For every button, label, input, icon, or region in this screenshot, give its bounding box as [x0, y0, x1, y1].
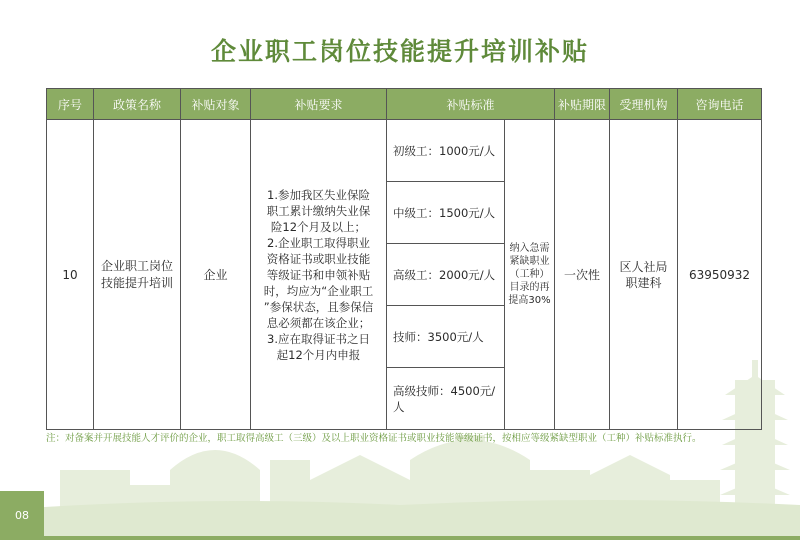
standard-technician: 技师：3500元/人 [387, 306, 505, 368]
requirement-line: 职工累计缴纳失业保 [266, 203, 371, 218]
standard-junior: 初级工：1000元/人 [387, 120, 505, 182]
standard-senior-technician: 高级技师：4500元/人 [387, 368, 505, 430]
upgrade-line: 提高30% [508, 295, 551, 306]
header-policy-name: 政策名称 [94, 89, 181, 120]
upgrade-line: （工种） [509, 269, 550, 280]
subsidy-table [46, 88, 762, 430]
requirement-line: 2.企业职工取得职业 [267, 235, 370, 250]
footnote: 注：对备案并开展技能人才评价的企业，职工取得高级工（三级）及以上职业资格证书或职业技能等级证书，按相应等级紧缺型职业（工种）补贴标准执行。 [46, 433, 702, 444]
header-no: 序号 [47, 89, 94, 120]
requirement-line: 息必须都在该企业； [266, 315, 371, 330]
page-number: 08 [0, 491, 44, 540]
header-period: 补贴期限 [555, 89, 610, 120]
upgrade-line: 目录的再 [509, 282, 550, 293]
requirement-line: 资格证书或职业技能 [266, 251, 371, 266]
page-title: 企业职工岗位技能提升培训补贴 [210, 37, 589, 66]
header-standard: 补贴标准 [387, 89, 555, 120]
requirement-line: 时，均应为“企业职工 [263, 283, 374, 298]
header-requirements: 补贴要求 [251, 89, 387, 120]
upgrade-line: 纳入急需 [509, 243, 550, 254]
cell-target: 企业 [181, 120, 251, 430]
requirement-line: 等级证书和申领补贴 [266, 267, 371, 282]
header-target: 补贴对象 [181, 89, 251, 120]
requirement-line: 1.参加我区失业保险 [267, 187, 370, 202]
agency-line: 区人社局 [619, 259, 668, 274]
cell-agency [610, 120, 678, 430]
table-header-row [47, 89, 762, 120]
cell-upgrade-note [505, 120, 555, 430]
cell-phone: 63950932 [678, 120, 762, 430]
header-phone: 咨询电话 [678, 89, 762, 120]
header-agency: 受理机构 [610, 89, 678, 120]
bottom-band [0, 536, 800, 540]
requirement-line: 3.应在取得证书之日 [267, 331, 370, 346]
cell-requirements [251, 120, 387, 430]
agency-line: 职建科 [625, 275, 662, 290]
requirement-line: 起12个月内申报 [276, 347, 361, 362]
standard-senior: 高级工：2000元/人 [387, 244, 505, 306]
requirement-line: ”参保状态，且参保信 [263, 299, 374, 314]
upgrade-line: 紧缺职业 [509, 256, 550, 267]
cell-period: 一次性 [555, 120, 610, 430]
cell-policy-name: 企业职工岗位技能提升培训 [94, 120, 181, 430]
requirement-line: 险12个月及以上； [270, 219, 367, 234]
standard-intermediate: 中级工：1500元/人 [387, 182, 505, 244]
table-row [47, 120, 762, 182]
cell-no: 10 [47, 120, 94, 430]
